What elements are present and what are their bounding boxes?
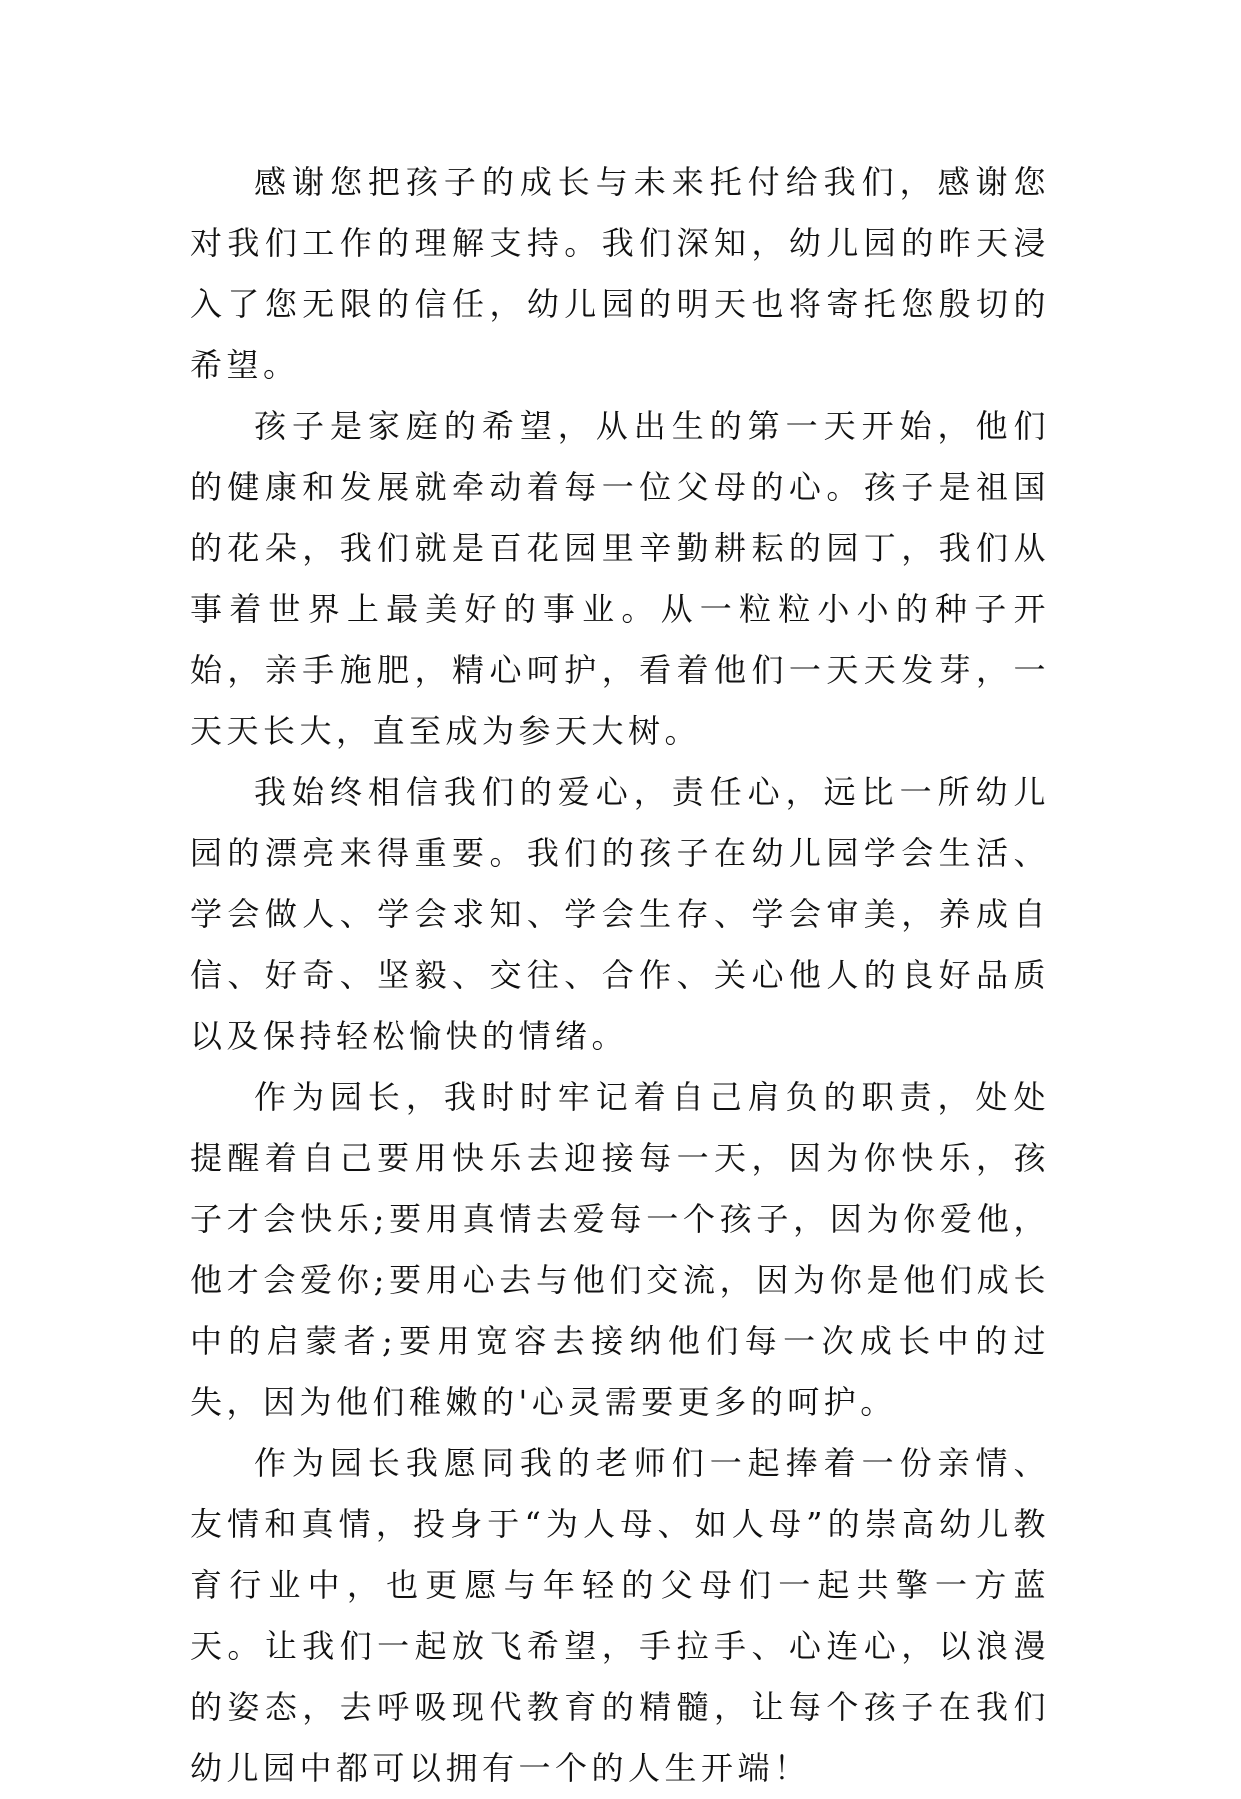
document-body: [190, 152, 1050, 1799]
paragraph-5: 作为园长我愿同我的老师们一起捧着一份亲情、友情和真情，投身于“为人母、如人母”的崇高幼儿教育行业中，也更愿与年轻的父母们一起共擎一方蓝天。让我们一起放飞希望，手拉手、心连心，以浪漫的姿态，去呼吸现代教育的精髓，让每个孩子在我们幼儿园中都可以拥有一个的人生开端！: [190, 1444, 1050, 1787]
paragraph-3: 我始终相信我们的爱心，责任心，远比一所幼儿园的漂亮来得重要。我们的孩子在幼儿园学会生活、学会做人、学会求知、学会生存、学会审美，养成自信、好奇、坚毅、交往、合作、关心他人的良好品质以及保持轻松愉快的情绪。: [190, 773, 1050, 1055]
paragraph-4: 作为园长，我时时牢记着自己肩负的职责，处处提醒着自己要用快乐去迎接每一天，因为你快乐，孩子才会快乐;要用真情去爱每一个孩子，因为你爱他，他才会爱你;要用心去与他们交流，因为你是他们成长中的启蒙者;要用宽容去接纳他们每一次成长中的过失，因为他们稚嫩的'心灵需要更多的呵护。: [190, 1078, 1050, 1421]
paragraph-2: 孩子是家庭的希望，从出生的第一天开始，他们的健康和发展就牵动着每一位父母的心。孩子是祖国的花朵，我们就是百花园里辛勤耕耘的园丁，我们从事着世界上最美好的事业。从一粒粒小小的种子开始，亲手施肥，精心呵护，看着他们一天天发芽，一天天长大，直至成为参天大树。: [190, 407, 1050, 750]
paragraph-1: 感谢您把孩子的成长与未来托付给我们，感谢您对我们工作的理解支持。我们深知，幼儿园的昨天浸入了您无限的信任，幼儿园的明天也将寄托您殷切的希望。: [190, 163, 1050, 384]
